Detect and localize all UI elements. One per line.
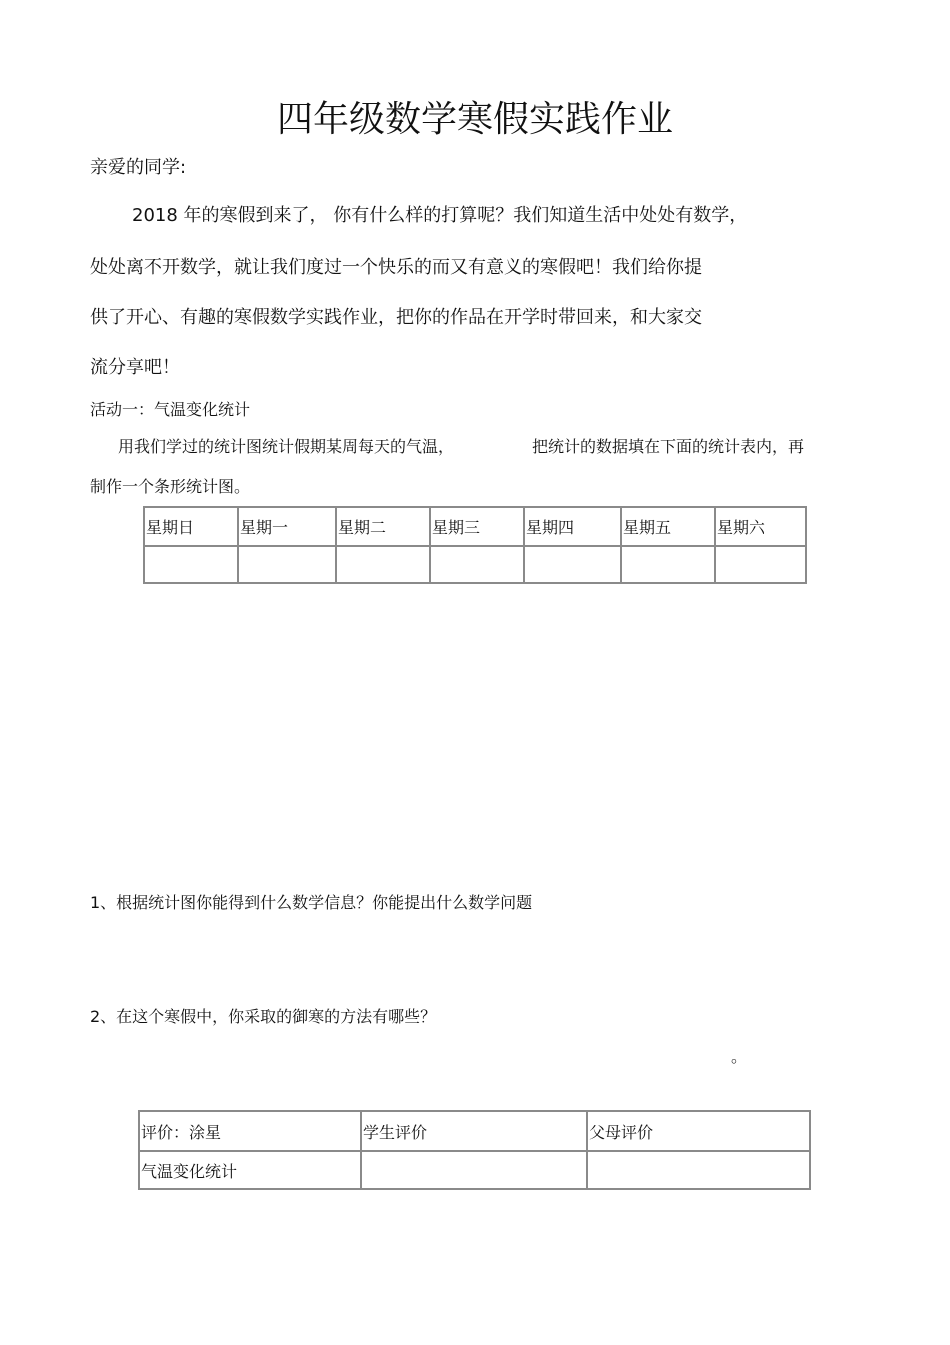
activity-instruction-part2: 把统计的数据填在下面的统计表内，再 bbox=[532, 437, 805, 456]
temp-cell-thursday[interactable] bbox=[523, 545, 620, 584]
evaluation-table bbox=[138, 1110, 811, 1190]
question-1: 1、根据统计图你能得到什么数学信息？你能提出什么数学问题 bbox=[90, 893, 533, 912]
temp-cell-sunday[interactable] bbox=[143, 545, 237, 584]
activity-title: 活动一：气温变化统计 bbox=[90, 400, 251, 419]
eval-header-stars: 评价：涂星 bbox=[138, 1110, 360, 1150]
temp-cell-tuesday[interactable] bbox=[335, 545, 429, 584]
intro-line-1: 2018 年的寒假到来了， 你有什么样的打算呢？我们知道生活中处处有数学， bbox=[132, 205, 748, 226]
temp-cell-monday[interactable] bbox=[237, 545, 335, 584]
table-header-row bbox=[138, 1110, 811, 1150]
table-header-row bbox=[143, 506, 807, 545]
intro-line-2: 处处离不开数学，就让我们度过一个快乐的而又有意义的寒假吧！我们给你提 bbox=[90, 257, 702, 278]
header-wednesday: 星期三 bbox=[429, 506, 523, 545]
question-2: 2、在这个寒假中，你采取的御寒的方法有哪些？ bbox=[90, 1007, 437, 1026]
page-title: 四年级数学寒假实践作业 bbox=[276, 99, 673, 140]
activity-instruction-part1: 用我们学过的统计图统计假期某周每天的气温， bbox=[118, 437, 455, 456]
temp-cell-saturday[interactable] bbox=[714, 545, 807, 584]
weekday-temperature-table bbox=[143, 506, 807, 584]
answer-end-mark: 。 bbox=[731, 1047, 748, 1066]
temp-cell-wednesday[interactable] bbox=[429, 545, 523, 584]
header-thursday: 星期四 bbox=[523, 506, 620, 545]
header-monday: 星期一 bbox=[237, 506, 335, 545]
eval-student-cell[interactable] bbox=[360, 1150, 586, 1190]
header-saturday: 星期六 bbox=[714, 506, 807, 545]
activity-instruction-line2: 制作一个条形统计图。 bbox=[90, 477, 251, 496]
header-friday: 星期五 bbox=[620, 506, 714, 545]
table-row bbox=[143, 545, 807, 584]
header-sunday: 星期日 bbox=[143, 506, 237, 545]
temp-cell-friday[interactable] bbox=[620, 545, 714, 584]
eval-header-student: 学生评价 bbox=[360, 1110, 586, 1150]
eval-header-parent: 父母评价 bbox=[586, 1110, 811, 1150]
intro-line-4: 流分享吧！ bbox=[90, 357, 180, 378]
header-tuesday: 星期二 bbox=[335, 506, 429, 545]
intro-line-3: 供了开心、有趣的寒假数学实践作业，把你的作品在开学时带回来，和大家交 bbox=[90, 307, 702, 328]
eval-row-label: 气温变化统计 bbox=[138, 1150, 360, 1190]
eval-parent-cell[interactable] bbox=[586, 1150, 811, 1190]
greeting: 亲爱的同学: bbox=[90, 157, 187, 178]
table-row bbox=[138, 1150, 811, 1190]
